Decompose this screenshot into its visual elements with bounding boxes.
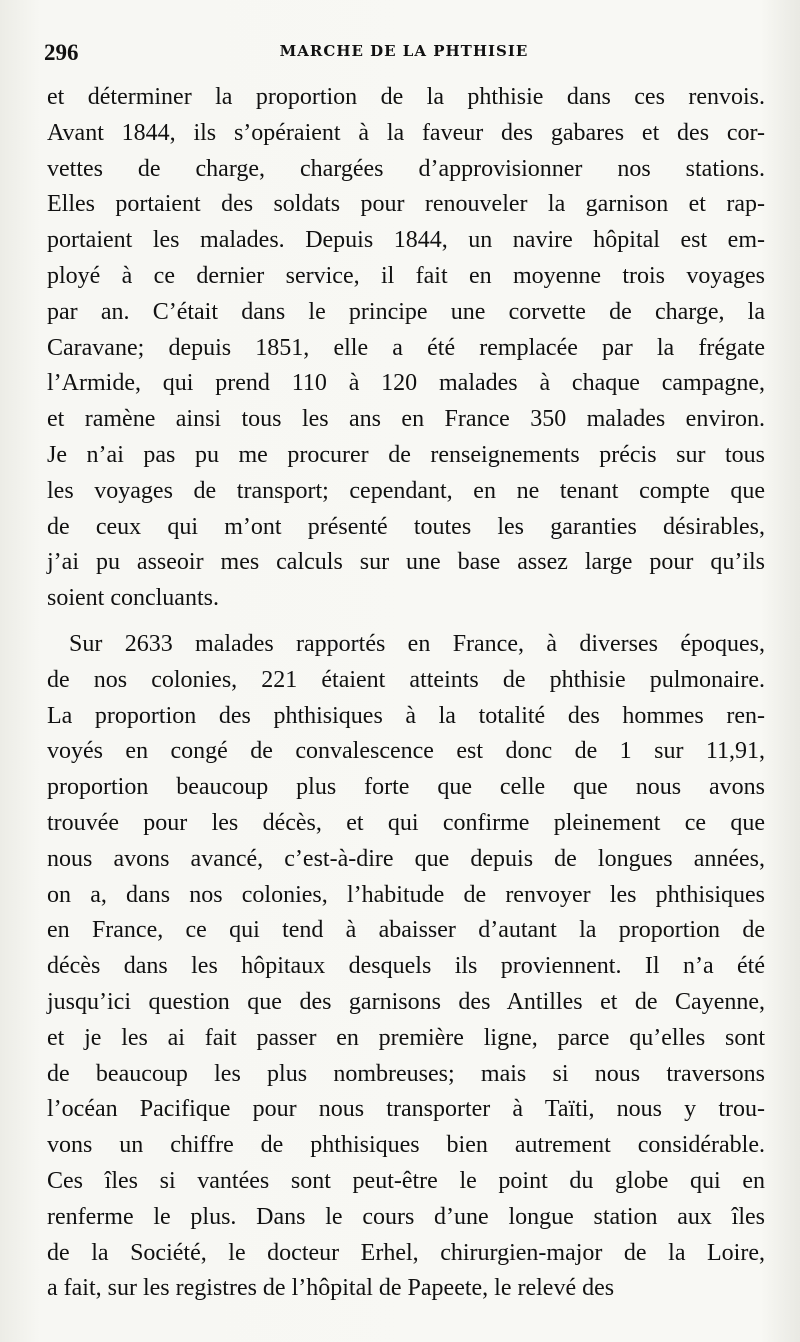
- text-line: vettes de charge, chargées d’approvisionner nos stations.: [47, 155, 765, 182]
- text-line: j’ai pu asseoir mes calculs sur une base assez large pour qu’ils: [47, 549, 765, 576]
- text-line: décès dans les hôpitaux desquels ils proviennent. Il n’a été: [47, 953, 765, 980]
- text-line: on a, dans nos colonies, l’habitude de renvoyer les phthisiques: [47, 881, 765, 908]
- text-line: nous avons avancé, c’est-à-dire que depuis de longues années,: [47, 845, 765, 872]
- text-line: Avant 1844, ils s’opéraient à la faveur des gabares et des cor-: [47, 119, 765, 146]
- page-header: [44, 40, 764, 70]
- text-line: voyés en congé de convalescence est donc de 1 sur 11,91,: [47, 738, 765, 765]
- text-line: et je les ai fait passer en première ligne, parce qu’elles sont: [47, 1024, 765, 1051]
- page-number: 296: [44, 40, 79, 65]
- text-line: Caravane; depuis 1851, elle a été remplacée par la frégate: [47, 334, 765, 361]
- text-line: Elles portaient des soldats pour renouveler la garnison et rap-: [47, 191, 765, 218]
- text-line: proportion beaucoup plus forte que celle que nous avons: [47, 774, 765, 801]
- text-line: ployé à ce dernier service, il fait en moyenne trois voyages: [47, 262, 765, 289]
- text-line: en France, ce qui tend à abaisser d’autant la proportion de: [47, 917, 765, 944]
- text-line: de nos colonies, 221 étaient atteints de phthisie pulmonaire.: [47, 666, 765, 693]
- text-line: les voyages de transport; cependant, en ne tenant compte que: [47, 477, 765, 504]
- body-text: [47, 80, 765, 1307]
- paragraph-1: [47, 80, 765, 617]
- running-title: MARCHE DE LA PHTHISIE: [279, 42, 529, 60]
- text-line: Sur 2633 malades rapportés en France, à diverses époques,: [69, 630, 765, 657]
- text-line: portaient les malades. Depuis 1844, un navire hôpital est em-: [47, 227, 765, 254]
- text-line: vons un chiffre de phthisiques bien autrement considérable.: [47, 1132, 765, 1159]
- text-line: trouvée pour les décès, et qui confirme pleinement ce que: [47, 809, 765, 836]
- text-line: a fait, sur les registres de l’hôpital de Papeete, le relevé des: [47, 1275, 615, 1302]
- text-line: Ces îles si vantées sont peut-être le point du globe qui en: [47, 1167, 765, 1194]
- text-line: et ramène ainsi tous les ans en France 350 malades environ.: [47, 406, 765, 433]
- text-line: La proportion des phthisiques à la totalité des hommes ren-: [47, 702, 765, 729]
- text-line: soient concluants.: [47, 585, 219, 612]
- text-line: Je n’ai pas pu me procurer de renseignements précis sur tous: [47, 441, 765, 468]
- text-line: de beaucoup les plus nombreuses; mais si nous traversons: [47, 1060, 765, 1087]
- text-line: renferme le plus. Dans le cours d’une longue station aux îles: [47, 1203, 765, 1230]
- text-line: l’océan Pacifique pour nous transporter à Taïti, nous y trou-: [47, 1096, 765, 1123]
- text-line: de ceux qui m’ont présenté toutes les garanties désirables,: [47, 513, 765, 540]
- text-line: et déterminer la proportion de la phthisie dans ces renvois.: [47, 84, 765, 110]
- paragraph-gap: [47, 617, 765, 627]
- text-line: de la Société, le docteur Erhel, chirurgien-major de la Loire,: [47, 1239, 765, 1266]
- text-line: l’Armide, qui prend 110 à 120 malades à chaque campagne,: [47, 370, 765, 397]
- text-line: par an. C’était dans le principe une corvette de charge, la: [47, 298, 765, 325]
- text-line: jusqu’ici question que des garnisons des Antilles et de Cayenne,: [47, 988, 765, 1015]
- paragraph-2: [47, 627, 765, 1307]
